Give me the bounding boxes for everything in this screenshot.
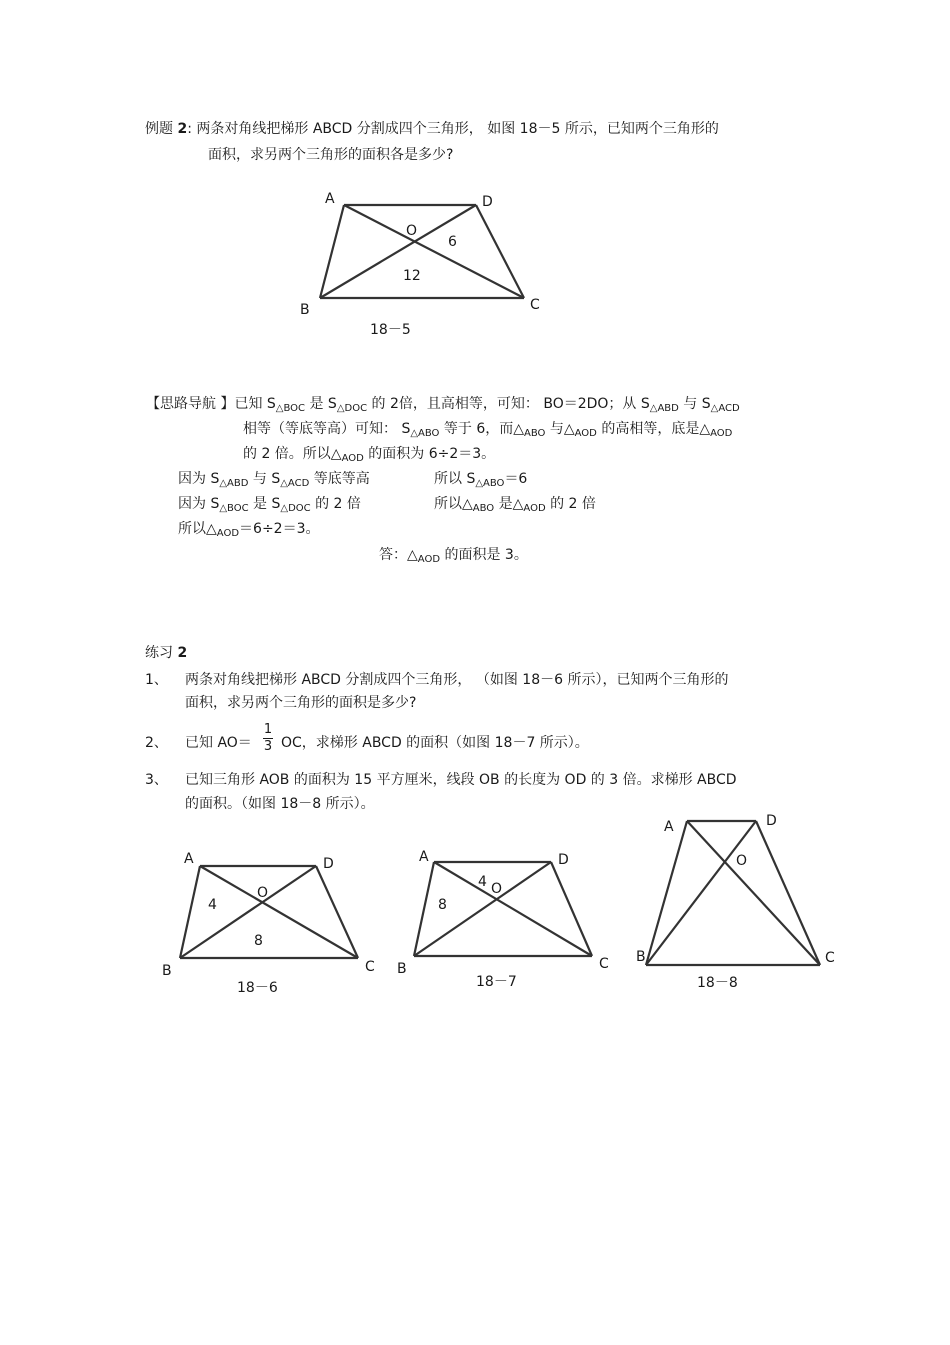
fig186-value-boc: 8: [254, 933, 263, 949]
fig185-label-o: O: [406, 223, 418, 239]
analysis-text: 相等（等底等高）可知： S: [243, 421, 411, 437]
subscript: △DOC: [336, 403, 368, 414]
fig187-value-aob: 8: [438, 897, 447, 913]
analysis-text: 的 2倍，且高相等，可知： BO＝2DO；从 S: [367, 396, 650, 412]
fig188-edge-dc: [756, 821, 820, 965]
fig186-value-aob: 4: [208, 897, 217, 913]
fraction-denominator: 3: [263, 739, 273, 754]
subscript: △BOC: [275, 403, 306, 414]
fig186-diagonal-bd: [180, 866, 316, 958]
subscript: △ACD: [280, 478, 310, 489]
subscript: △ABD: [649, 403, 679, 414]
fig185-diagonal-bd: [320, 205, 476, 298]
fig185-label-c: C: [530, 297, 540, 313]
fraction-one-third: [262, 723, 274, 754]
analysis-text: 是△: [494, 496, 524, 512]
fraction-numerator: 1: [263, 722, 273, 737]
fig188-label-b: B: [636, 949, 646, 965]
subscript: AOD: [216, 528, 240, 539]
subscript: AOD: [574, 428, 597, 439]
fig186-edge-ab: [180, 866, 200, 958]
subscript: AOD: [710, 428, 733, 439]
subscript: △ABD: [219, 478, 249, 489]
answer-text: 的面积是 3。: [440, 547, 528, 563]
fig186-caption: 18－6: [237, 980, 278, 996]
fig188-diagonal-bd: [646, 821, 756, 965]
analysis-text: 的 2 倍。所以△: [243, 446, 342, 462]
fig185-value-boc: 12: [403, 268, 421, 284]
fig188-diagonal-ac: [687, 821, 820, 965]
analysis-text: 所以△: [178, 521, 217, 537]
fig187-diagonal-ac: [434, 862, 592, 956]
analysis-line-1: [146, 395, 740, 415]
analysis-line-4-right: [434, 470, 527, 490]
figure-18-8: [636, 813, 835, 991]
analysis-text: 的高相等，底是△: [596, 421, 711, 437]
fig186-label-a: A: [184, 851, 194, 867]
fig187-label-o: O: [491, 881, 503, 897]
analysis-text: 因为 S: [178, 471, 220, 487]
example-line-2: 面积，求另两个三角形的面积各是多少?: [208, 147, 454, 163]
fig188-label-a: A: [664, 819, 674, 835]
question-2-part-a: 已知 AO＝: [185, 735, 252, 751]
analysis-text: 的 2 倍: [310, 496, 361, 512]
question-1-number: 1、: [145, 672, 168, 688]
analysis-text: 已知 S: [234, 396, 276, 412]
question-2-part-b: OC，求梯形 ABCD 的面积（如图 18－7 所示）。: [281, 735, 589, 751]
analysis-text: 等于 6，而△: [439, 421, 525, 437]
practice-label: 练习: [145, 645, 173, 661]
analysis-text: 与 S: [248, 471, 281, 487]
fig187-label-b: B: [397, 961, 407, 977]
fig185-label-b: B: [300, 302, 310, 318]
fig187-edge-dc: [551, 862, 592, 956]
fig185-edge-ab: [320, 205, 344, 298]
fig187-caption: 18－7: [476, 974, 517, 990]
fig185-label-d: D: [482, 194, 493, 210]
analysis-line-5-right: [434, 495, 596, 515]
analysis-text: ＝6÷2＝3。: [239, 521, 320, 537]
fig185-caption: 18－5: [370, 322, 411, 338]
question-1-line-2: 面积，求另两个三角形的面积是多少?: [185, 695, 417, 711]
fig185-label-a: A: [325, 191, 335, 207]
analysis-text: 与△: [545, 421, 575, 437]
analysis-text: 是 S: [305, 396, 337, 412]
fig185-edge-dc: [476, 205, 524, 298]
fig186-label-c: C: [365, 959, 375, 975]
figure-18-6: [162, 851, 375, 996]
analysis-text: 所以△: [434, 496, 473, 512]
fig188-label-d: D: [766, 813, 777, 829]
figure-18-5: [300, 191, 540, 338]
fig185-diagonal-ac: [344, 205, 524, 298]
question-3-line-1: 已知三角形 AOB 的面积为 15 平方厘米，线段 OB 的长度为 OD 的 3 倍。求梯形 ABCD: [185, 772, 737, 788]
analysis-title: 【思路导航 】: [146, 396, 235, 412]
fig188-caption: 18－8: [697, 975, 738, 991]
subscript: △ACD: [710, 403, 740, 414]
example-text-1: : 两条对角线把梯形 ABCD 分割成四个三角形， 如图 18－5 所示，已知两个三角形的: [187, 121, 719, 137]
fig186-label-b: B: [162, 963, 172, 979]
fig187-edge-ab: [414, 862, 434, 956]
analysis-text: ＝6: [504, 471, 528, 487]
example-label: 例题: [145, 121, 173, 137]
subscript: △ABO: [410, 428, 440, 439]
answer-text: 答：△: [379, 547, 418, 563]
analysis-text: 的面积为 6÷2＝3。: [363, 446, 496, 462]
question-1-line-1: 两条对角线把梯形 ABCD 分割成四个三角形， （如图 18－6 所示），已知两个三角形的: [185, 672, 729, 688]
subscript: △BOC: [219, 503, 249, 514]
fig186-label-o: O: [257, 885, 269, 901]
subscript: △DOC: [280, 503, 311, 514]
analysis-text: 等底等高: [309, 471, 370, 487]
practice-number: 2: [177, 645, 188, 661]
analysis-text: 所以 S: [434, 471, 476, 487]
analysis-text: 与 S: [678, 396, 711, 412]
subscript: AOD: [417, 554, 441, 565]
fig186-edge-dc: [316, 866, 358, 958]
question-2-number: 2、: [145, 735, 168, 751]
subscript: AOD: [523, 503, 546, 514]
analysis-text: 的 2 倍: [545, 496, 596, 512]
subscript: ABO: [524, 428, 546, 439]
fig187-value-aod: 4: [478, 874, 487, 890]
question-3-number: 3、: [145, 772, 168, 788]
analysis-text: 是 S: [248, 496, 281, 512]
analysis-text: 因为 S: [178, 496, 220, 512]
example-number: 2: [177, 121, 188, 137]
fig187-label-a: A: [419, 849, 429, 865]
fig188-label-c: C: [825, 950, 835, 966]
subscript: △ABO: [475, 478, 505, 489]
question-3-line-2: 的面积。（如图 18－8 所示）。: [185, 796, 375, 812]
analysis-line-2: [243, 420, 732, 440]
fig186-label-d: D: [323, 856, 334, 872]
analysis-line-5: [178, 495, 361, 515]
fig187-label-d: D: [558, 852, 569, 868]
practice-title: [145, 644, 187, 662]
analysis-line-4: [178, 470, 370, 490]
subscript: ABO: [472, 503, 495, 514]
fig185-value-aod: 6: [448, 234, 457, 250]
answer-line: [379, 546, 528, 566]
subscript: AOD: [341, 453, 364, 464]
fig187-label-c: C: [599, 956, 609, 972]
analysis-line-6: [178, 520, 319, 540]
fig188-label-o: O: [736, 853, 748, 869]
fig186-diagonal-ac: [200, 866, 358, 958]
fig188-edge-ab: [646, 821, 687, 965]
analysis-line-3: [243, 445, 495, 465]
figure-18-7: [397, 849, 609, 990]
